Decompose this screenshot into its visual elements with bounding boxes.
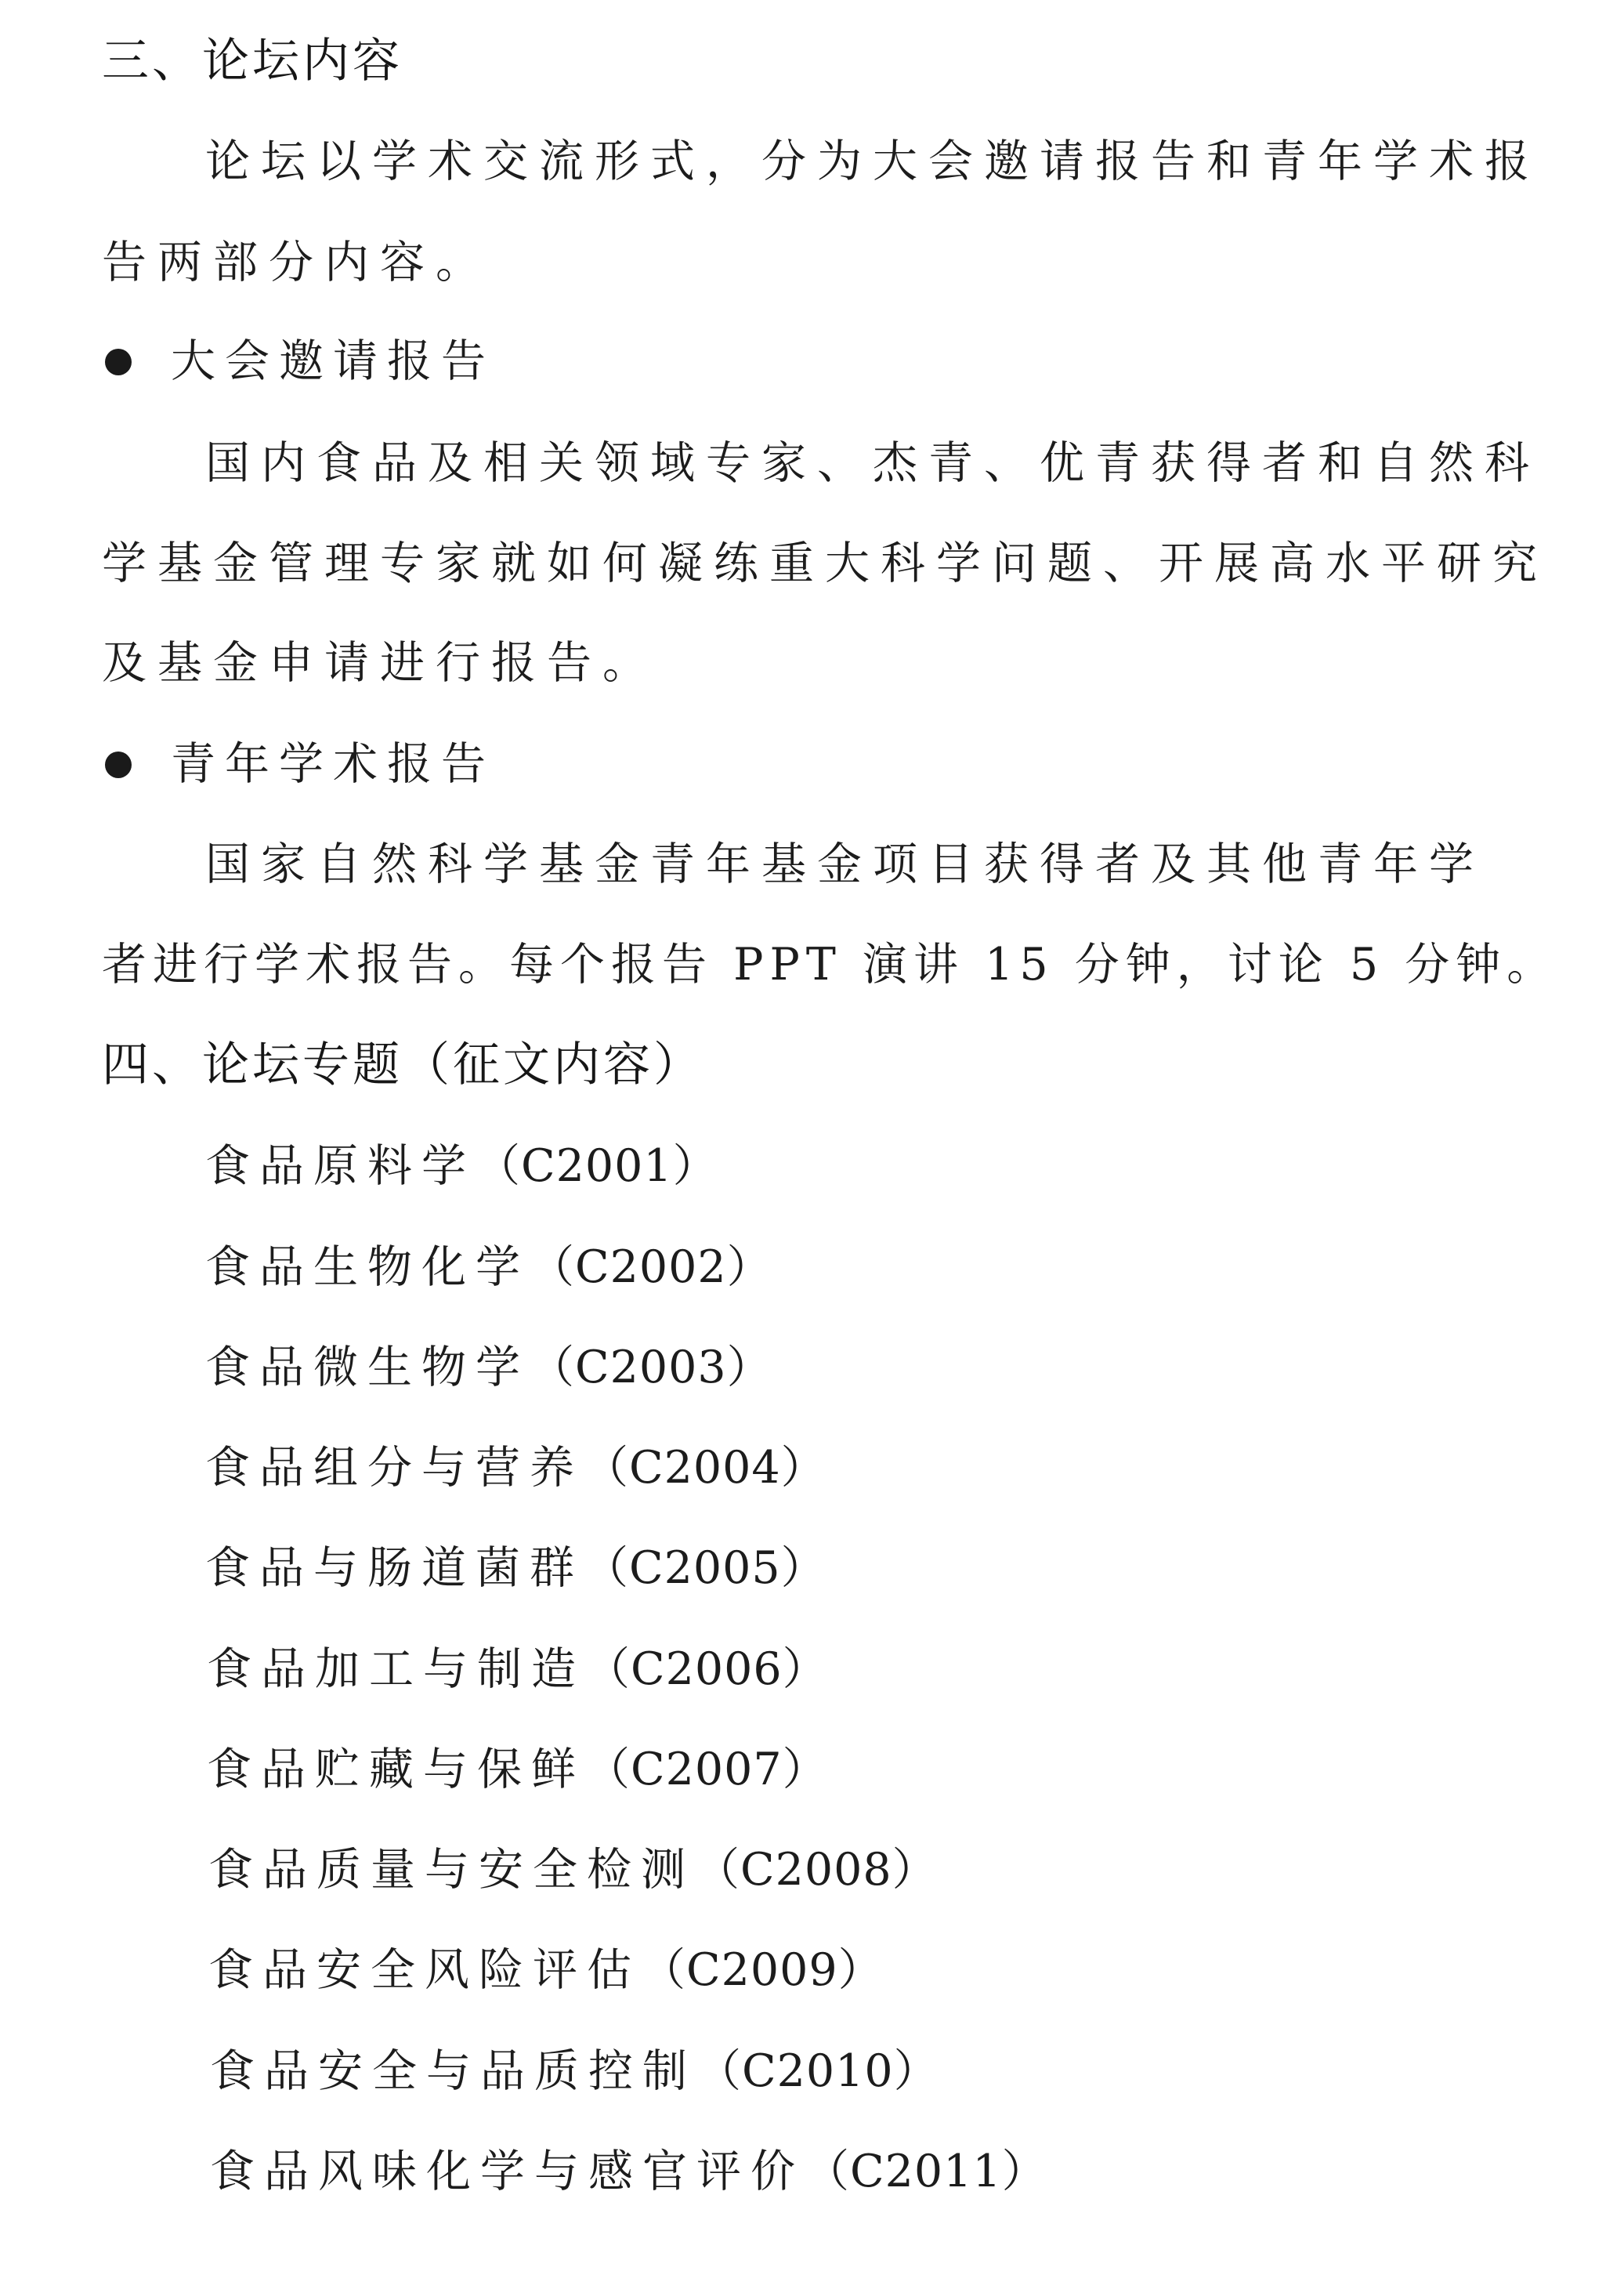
topic-item bbox=[205, 1237, 772, 1297]
topic-name: 食品加工与制造 bbox=[207, 1643, 585, 1695]
youth-desc-line-2: 者进行学术报告。每个报告 PPT 演讲 15 分钟，讨论 5 分钟。 bbox=[102, 939, 1558, 991]
topic-item bbox=[205, 1338, 772, 1397]
topic-name: 食品安全风险评估 bbox=[208, 1944, 641, 1996]
topic-name: 食品与肠道菌群 bbox=[205, 1542, 584, 1594]
topic-name: 食品风味化学与感官评价 bbox=[210, 2146, 805, 2197]
plenary-desc-line-3: 及基金申请进行报告。 bbox=[102, 637, 658, 689]
topic-item bbox=[210, 2041, 939, 2101]
intro-paragraph-line-2: 告两部分内容。 bbox=[102, 237, 491, 288]
bullet-label: 青年学术报告 bbox=[171, 738, 495, 790]
topic-code: （C2011） bbox=[805, 2146, 1047, 2197]
topic-name: 食品生物化学 bbox=[205, 1241, 530, 1293]
bullet-label: 大会邀请报告 bbox=[171, 335, 495, 387]
topic-item bbox=[207, 1639, 828, 1699]
bullet-dot-icon bbox=[105, 752, 132, 778]
topic-item bbox=[205, 1136, 718, 1196]
topic-code: （C2005） bbox=[584, 1542, 826, 1594]
topic-item bbox=[210, 2142, 1047, 2201]
topic-code: （C2008） bbox=[695, 1844, 938, 1896]
topic-item bbox=[208, 1840, 938, 1900]
topic-name: 食品组分与营养 bbox=[205, 1442, 584, 1494]
topic-code: （C2007） bbox=[585, 1744, 828, 1795]
topic-code: （C2004） bbox=[584, 1442, 826, 1494]
section-heading-forum-content: 三、论坛内容 bbox=[102, 34, 403, 89]
topic-code: （C2010） bbox=[696, 2045, 939, 2097]
topic-item bbox=[208, 1940, 884, 2000]
topic-item bbox=[207, 1740, 828, 1799]
section-heading-forum-topics: 四、论坛专题（征文内容） bbox=[102, 1038, 703, 1092]
topic-code: （C2003） bbox=[530, 1342, 772, 1393]
topic-code: （C2001） bbox=[476, 1140, 718, 1192]
topic-name: 食品微生物学 bbox=[205, 1342, 530, 1393]
topic-item bbox=[205, 1438, 826, 1498]
topic-name: 食品贮藏与保鲜 bbox=[207, 1744, 585, 1795]
topic-item bbox=[205, 1538, 826, 1598]
intro-paragraph-line-1: 论坛以学术交流形式，分为大会邀请报告和青年学术报 bbox=[205, 136, 1540, 187]
topic-code: （C2009） bbox=[641, 1944, 884, 1996]
topic-name: 食品质量与安全检测 bbox=[208, 1844, 695, 1896]
topic-name: 食品安全与品质控制 bbox=[210, 2045, 696, 2097]
plenary-desc-line-2: 学基金管理专家就如何凝练重大科学问题、开展高水平研究 bbox=[102, 538, 1548, 589]
topic-code: （C2002） bbox=[530, 1241, 772, 1293]
topic-code: （C2006） bbox=[585, 1643, 828, 1695]
topic-name: 食品原料学 bbox=[205, 1140, 476, 1192]
plenary-desc-line-1: 国内食品及相关领域专家、杰青、优青获得者和自然科 bbox=[205, 437, 1540, 489]
youth-desc-line-1: 国家自然科学基金青年基金项目获得者及其他青年学 bbox=[205, 838, 1485, 890]
bullet-dot-icon bbox=[105, 349, 132, 375]
